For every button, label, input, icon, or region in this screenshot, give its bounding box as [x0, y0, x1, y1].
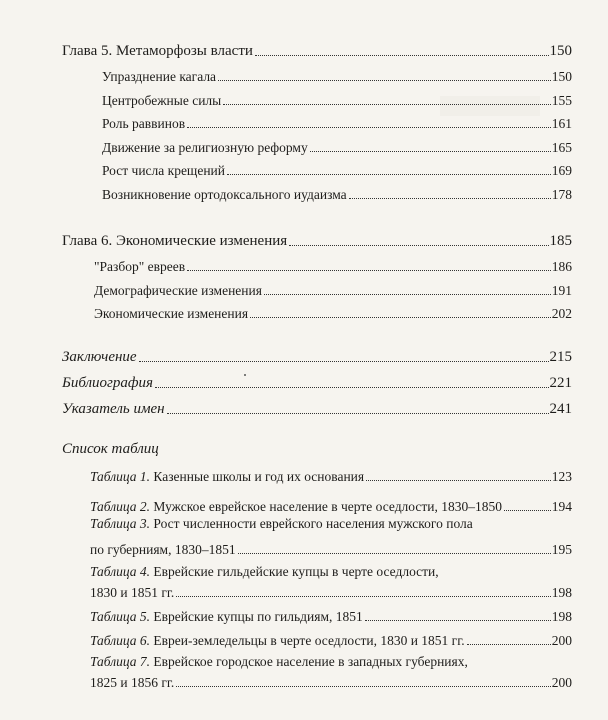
toc-table-entry[interactable]	[90, 500, 572, 514]
dot-leader	[264, 293, 551, 295]
dot-leader	[167, 412, 549, 414]
toc-table-entry-line1[interactable]	[90, 517, 473, 531]
chapter-title: Глава 6. Экономические изменения	[62, 233, 288, 249]
section-title: Демографические изменения	[94, 283, 262, 298]
table-text: Рост численности еврейского населения мужского пола	[153, 516, 473, 531]
section-title: Упразднение кагала	[102, 69, 217, 84]
toc-table-entry-line1[interactable]	[90, 565, 439, 579]
table-text: Еврейские гильдейские купцы в черте оседлости,	[153, 564, 439, 579]
table-label: Таблица 4.	[90, 564, 151, 579]
toc-table-entry-line2[interactable]	[90, 543, 572, 557]
toc-table-entry-line2[interactable]	[90, 676, 572, 690]
entry-title: Указатель имен	[62, 401, 165, 417]
section-title: Роль раввинов	[102, 116, 186, 131]
toc-index[interactable]	[62, 402, 572, 417]
chapter-title: Глава 5. Метаморфозы власти	[62, 43, 253, 59]
table-title	[90, 610, 363, 624]
dot-leader	[227, 173, 551, 175]
page-number: 161	[551, 116, 572, 131]
page-number: 123	[551, 469, 572, 484]
page-number: 150	[549, 43, 572, 59]
dot-leader	[139, 360, 549, 362]
table-title	[90, 470, 364, 484]
toc-section[interactable]	[102, 141, 572, 155]
dot-leader	[365, 619, 551, 621]
page-number: 191	[551, 283, 572, 298]
dot-leader	[187, 269, 551, 271]
dot-leader	[504, 509, 551, 511]
table-text: Еврейские купцы по гильдиям, 1851	[153, 609, 363, 624]
page-number: 200	[551, 633, 572, 648]
page-number: 194	[551, 499, 572, 514]
toc-section[interactable]	[94, 260, 572, 274]
table-text: Мужское еврейское население в черте оседлости, 1830–1850	[153, 499, 503, 514]
page-number: 198	[551, 609, 572, 624]
page-number: 155	[551, 93, 572, 108]
page-number: 200	[551, 675, 572, 690]
dot-leader	[176, 685, 550, 687]
dot-leader	[289, 244, 548, 246]
table-text-continued: 1830 и 1851 гг.	[90, 585, 175, 600]
section-title: "Разбор" евреев	[94, 259, 186, 274]
toc-section[interactable]	[102, 94, 572, 108]
dot-leader	[187, 126, 551, 128]
table-text-continued: 1825 и 1856 гг.	[90, 675, 175, 690]
table-title	[90, 500, 502, 514]
table-text: Евреи-земледельцы в черте оседлости, 1830 и 1851 гг.	[153, 633, 465, 648]
page-number: 186	[551, 259, 572, 274]
table-title	[90, 634, 465, 648]
section-title: Возникновение ортодоксального иудаизма	[102, 187, 347, 202]
table-text: Еврейское городское население в западных губерниях,	[153, 654, 468, 669]
dot-leader	[467, 643, 551, 645]
section-title: Рост числа крещений	[102, 163, 225, 178]
table-label: Таблица 2.	[90, 499, 151, 514]
table-label: Таблица 3.	[90, 516, 151, 531]
toc-section[interactable]	[94, 307, 572, 321]
dot-leader	[155, 386, 548, 388]
toc-table-entry[interactable]	[90, 634, 572, 648]
page-number: 185	[549, 233, 572, 249]
page-number: 178	[551, 187, 572, 202]
dot-leader	[238, 552, 551, 554]
toc-table-entry-line2[interactable]	[90, 586, 572, 600]
table-label: Таблица 6.	[90, 633, 151, 648]
toc-section[interactable]	[102, 188, 572, 202]
dot-leader	[349, 197, 551, 199]
dot-leader	[310, 150, 551, 152]
page-number: 165	[551, 140, 572, 155]
dot-leader	[255, 54, 549, 56]
table-label: Таблица 5.	[90, 609, 151, 624]
table-label: Таблица 7.	[90, 654, 151, 669]
toc-table-entry[interactable]	[90, 470, 572, 484]
tables-heading: Список таблиц	[62, 441, 159, 457]
table-label: Таблица 1.	[90, 469, 151, 484]
dot-leader	[366, 479, 551, 481]
page-number: 169	[551, 163, 572, 178]
page-number: 195	[551, 542, 572, 557]
page-number: 198	[551, 585, 572, 600]
dot-leader	[250, 316, 551, 318]
toc-bibliography[interactable]	[62, 376, 572, 391]
section-title: Центробежные силы	[102, 93, 222, 108]
ink-speck	[244, 374, 246, 376]
toc-table-entry-line1[interactable]	[90, 655, 468, 669]
dot-leader	[223, 103, 551, 105]
toc-section[interactable]	[102, 164, 572, 178]
toc-section[interactable]	[94, 284, 572, 298]
table-text-continued: по губерниям, 1830–1851	[90, 542, 236, 557]
toc-chapter-6[interactable]	[62, 234, 572, 249]
section-title: Экономические изменения	[94, 306, 249, 321]
toc-section[interactable]	[102, 117, 572, 131]
entry-title: Библиография	[62, 375, 154, 391]
dot-leader	[218, 79, 551, 81]
section-title: Движение за религиозную реформу	[102, 140, 308, 155]
page-number: 241	[549, 401, 572, 417]
page-number: 202	[551, 306, 572, 321]
page-number: 150	[551, 69, 572, 84]
entry-title: Заключение	[62, 349, 137, 365]
toc-chapter-5[interactable]	[62, 44, 572, 59]
page-number: 221	[549, 375, 572, 391]
toc-table-entry[interactable]	[90, 610, 572, 624]
table-text: Казенные школы и год их основания	[153, 469, 365, 484]
toc-conclusion[interactable]	[62, 350, 572, 365]
page-number: 215	[549, 349, 572, 365]
toc-section[interactable]	[102, 70, 572, 84]
dot-leader	[176, 595, 550, 597]
